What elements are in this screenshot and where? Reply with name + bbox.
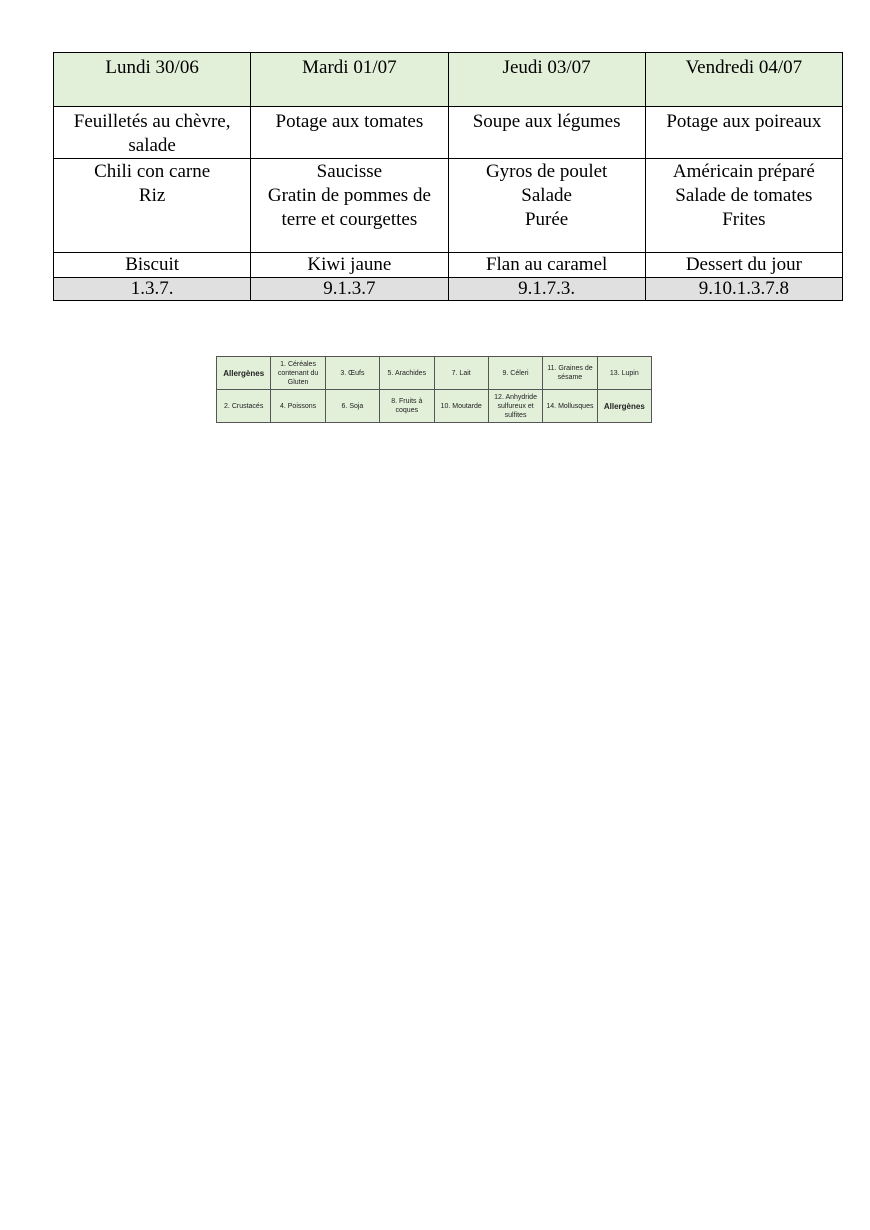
day-header: Vendredi 04/07 [645,53,842,107]
main-course-line: Gyros de poulet [485,161,608,182]
legend-item: 10. Moutarde [434,390,488,423]
main-course-line: terre et courgettes [281,209,418,230]
legend-item: 4. Poissons [271,390,325,423]
starter-line: Potage aux poireaux [666,111,822,132]
dessert-cell: Kiwi jaune [251,253,448,278]
legend-title: Allergènes [217,357,271,390]
main-course-line: Gratin de pommes de [267,185,431,206]
main-course-cell [251,159,448,253]
starter-cell [645,107,842,159]
main-course-line: Chili con carne [94,161,211,182]
main-course-line: Purée [524,209,569,230]
day-header: Jeudi 03/07 [448,53,645,107]
legend-item: 3. Œufs [325,357,379,390]
legend-item: 14. Mollusques [543,390,597,423]
legend-item: 6. Soja [325,390,379,423]
starter-cell [251,107,448,159]
day-header: Lundi 30/06 [54,53,251,107]
starter-line: salade [128,135,176,156]
starter-line: Feuilletés au chèvre, [73,111,231,132]
starter-cell [448,107,645,159]
dessert-cell: Biscuit [54,253,251,278]
legend-item: 1. Céréales contenant du Gluten [271,357,325,390]
main-course-line: Salade [521,185,572,206]
main-course-cell [448,159,645,253]
weekly-menu-table [53,52,843,301]
main-course-line: Riz [138,185,166,206]
main-course-cell [645,159,842,253]
main-course-cell [54,159,251,253]
day-header: Mardi 01/07 [251,53,448,107]
legend-item: 13. Lupin [597,357,651,390]
starter-line: Potage aux tomates [275,111,424,132]
dessert-cell: Flan au caramel [448,253,645,278]
dessert-cell: Dessert du jour [645,253,842,278]
allergen-codes-cell: 9.1.7.3. [448,278,645,301]
starter-cell [54,107,251,159]
legend-item: 7. Lait [434,357,488,390]
legend-item: 5. Arachides [380,357,434,390]
legend-title: Allergènes [597,390,651,423]
main-course-line: Frites [722,209,766,230]
legend-item: 2. Crustacés [217,390,271,423]
legend-item: 9. Céleri [488,357,542,390]
allergen-codes-cell: 9.1.3.7 [251,278,448,301]
allergen-legend-table [216,356,652,423]
main-course-line: Salade de tomates [675,185,813,206]
legend-item: 12. Anhydride sulfureux et sulfites [488,390,542,423]
legend-item: 11. Graines de sésame [543,357,597,390]
main-course-line: Saucisse [316,161,383,182]
main-course-line: Américain préparé [672,161,815,182]
allergen-codes-cell: 9.10.1.3.7.8 [645,278,842,301]
allergen-codes-cell: 1.3.7. [54,278,251,301]
starter-line: Soupe aux légumes [472,111,621,132]
legend-item: 8. Fruits à coques [380,390,434,423]
